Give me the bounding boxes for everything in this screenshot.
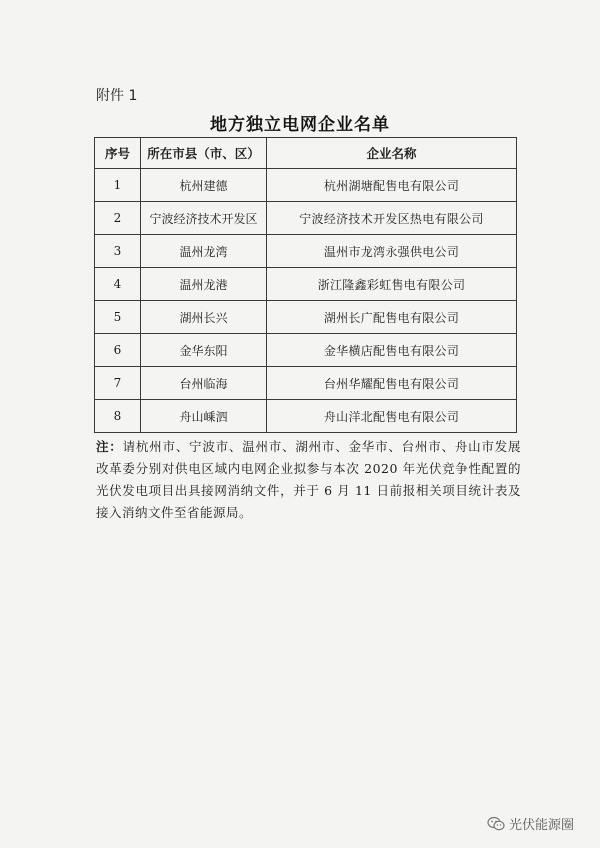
document-title: 地方独立电网企业名单 <box>210 115 390 135</box>
row-region: 杭州建德 <box>141 169 267 202</box>
row-company: 台州华耀配售电有限公司 <box>267 367 517 400</box>
header-region: 所在市县（市、区） <box>141 138 267 169</box>
watermark <box>487 814 574 833</box>
table-row <box>95 169 517 202</box>
table-header-row <box>95 138 517 169</box>
row-region: 舟山嵊泗 <box>141 400 267 433</box>
attachment-label: 附件 1 <box>96 88 138 104</box>
footnote-text: 请杭州市、宁波市、温州市、湖州市、金华市、台州市、舟山市发展改革委分别对供电区域内电网企业拟参与本次 2020 年光伏竞争性配置的光伏发电项目出具接网消纳文件，并于 6 月 11 日前报相关项目统计表及接入消纳文件至省能源局。 <box>96 439 521 520</box>
enterprise-table <box>94 137 517 433</box>
header-company: 企业名称 <box>267 138 517 169</box>
row-region: 金华东阳 <box>141 334 267 367</box>
row-number: 8 <box>95 400 141 433</box>
watermark-text: 光伏能源圈 <box>508 818 574 833</box>
header-number: 序号 <box>95 138 141 169</box>
footnote <box>96 436 521 524</box>
table-row <box>95 334 517 367</box>
row-region: 湖州长兴 <box>141 301 267 334</box>
table-row <box>95 235 517 268</box>
row-company: 湖州长广配售电有限公司 <box>267 301 517 334</box>
table-row <box>95 400 517 433</box>
table-row <box>95 367 517 400</box>
row-company: 舟山洋北配售电有限公司 <box>267 400 517 433</box>
row-region: 温州龙湾 <box>141 235 267 268</box>
row-company: 金华横店配售电有限公司 <box>267 334 517 367</box>
row-company: 杭州湖塘配售电有限公司 <box>267 169 517 202</box>
row-number: 2 <box>95 202 141 235</box>
row-number: 4 <box>95 268 141 301</box>
table-row <box>95 301 517 334</box>
row-number: 7 <box>95 367 141 400</box>
row-number: 1 <box>95 169 141 202</box>
row-number: 6 <box>95 334 141 367</box>
footnote-label: 注： <box>96 439 123 454</box>
row-company: 浙江隆鑫彩虹售电有限公司 <box>267 268 517 301</box>
row-region: 宁波经济技术开发区 <box>141 202 267 235</box>
table-row <box>95 268 517 301</box>
row-number: 5 <box>95 301 141 334</box>
row-region: 台州临海 <box>141 367 267 400</box>
row-company: 宁波经济技术开发区热电有限公司 <box>267 202 517 235</box>
wechat-icon <box>487 816 505 832</box>
table-row <box>95 202 517 235</box>
row-number: 3 <box>95 235 141 268</box>
row-company: 温州市龙湾永强供电公司 <box>267 235 517 268</box>
row-region: 温州龙港 <box>141 268 267 301</box>
